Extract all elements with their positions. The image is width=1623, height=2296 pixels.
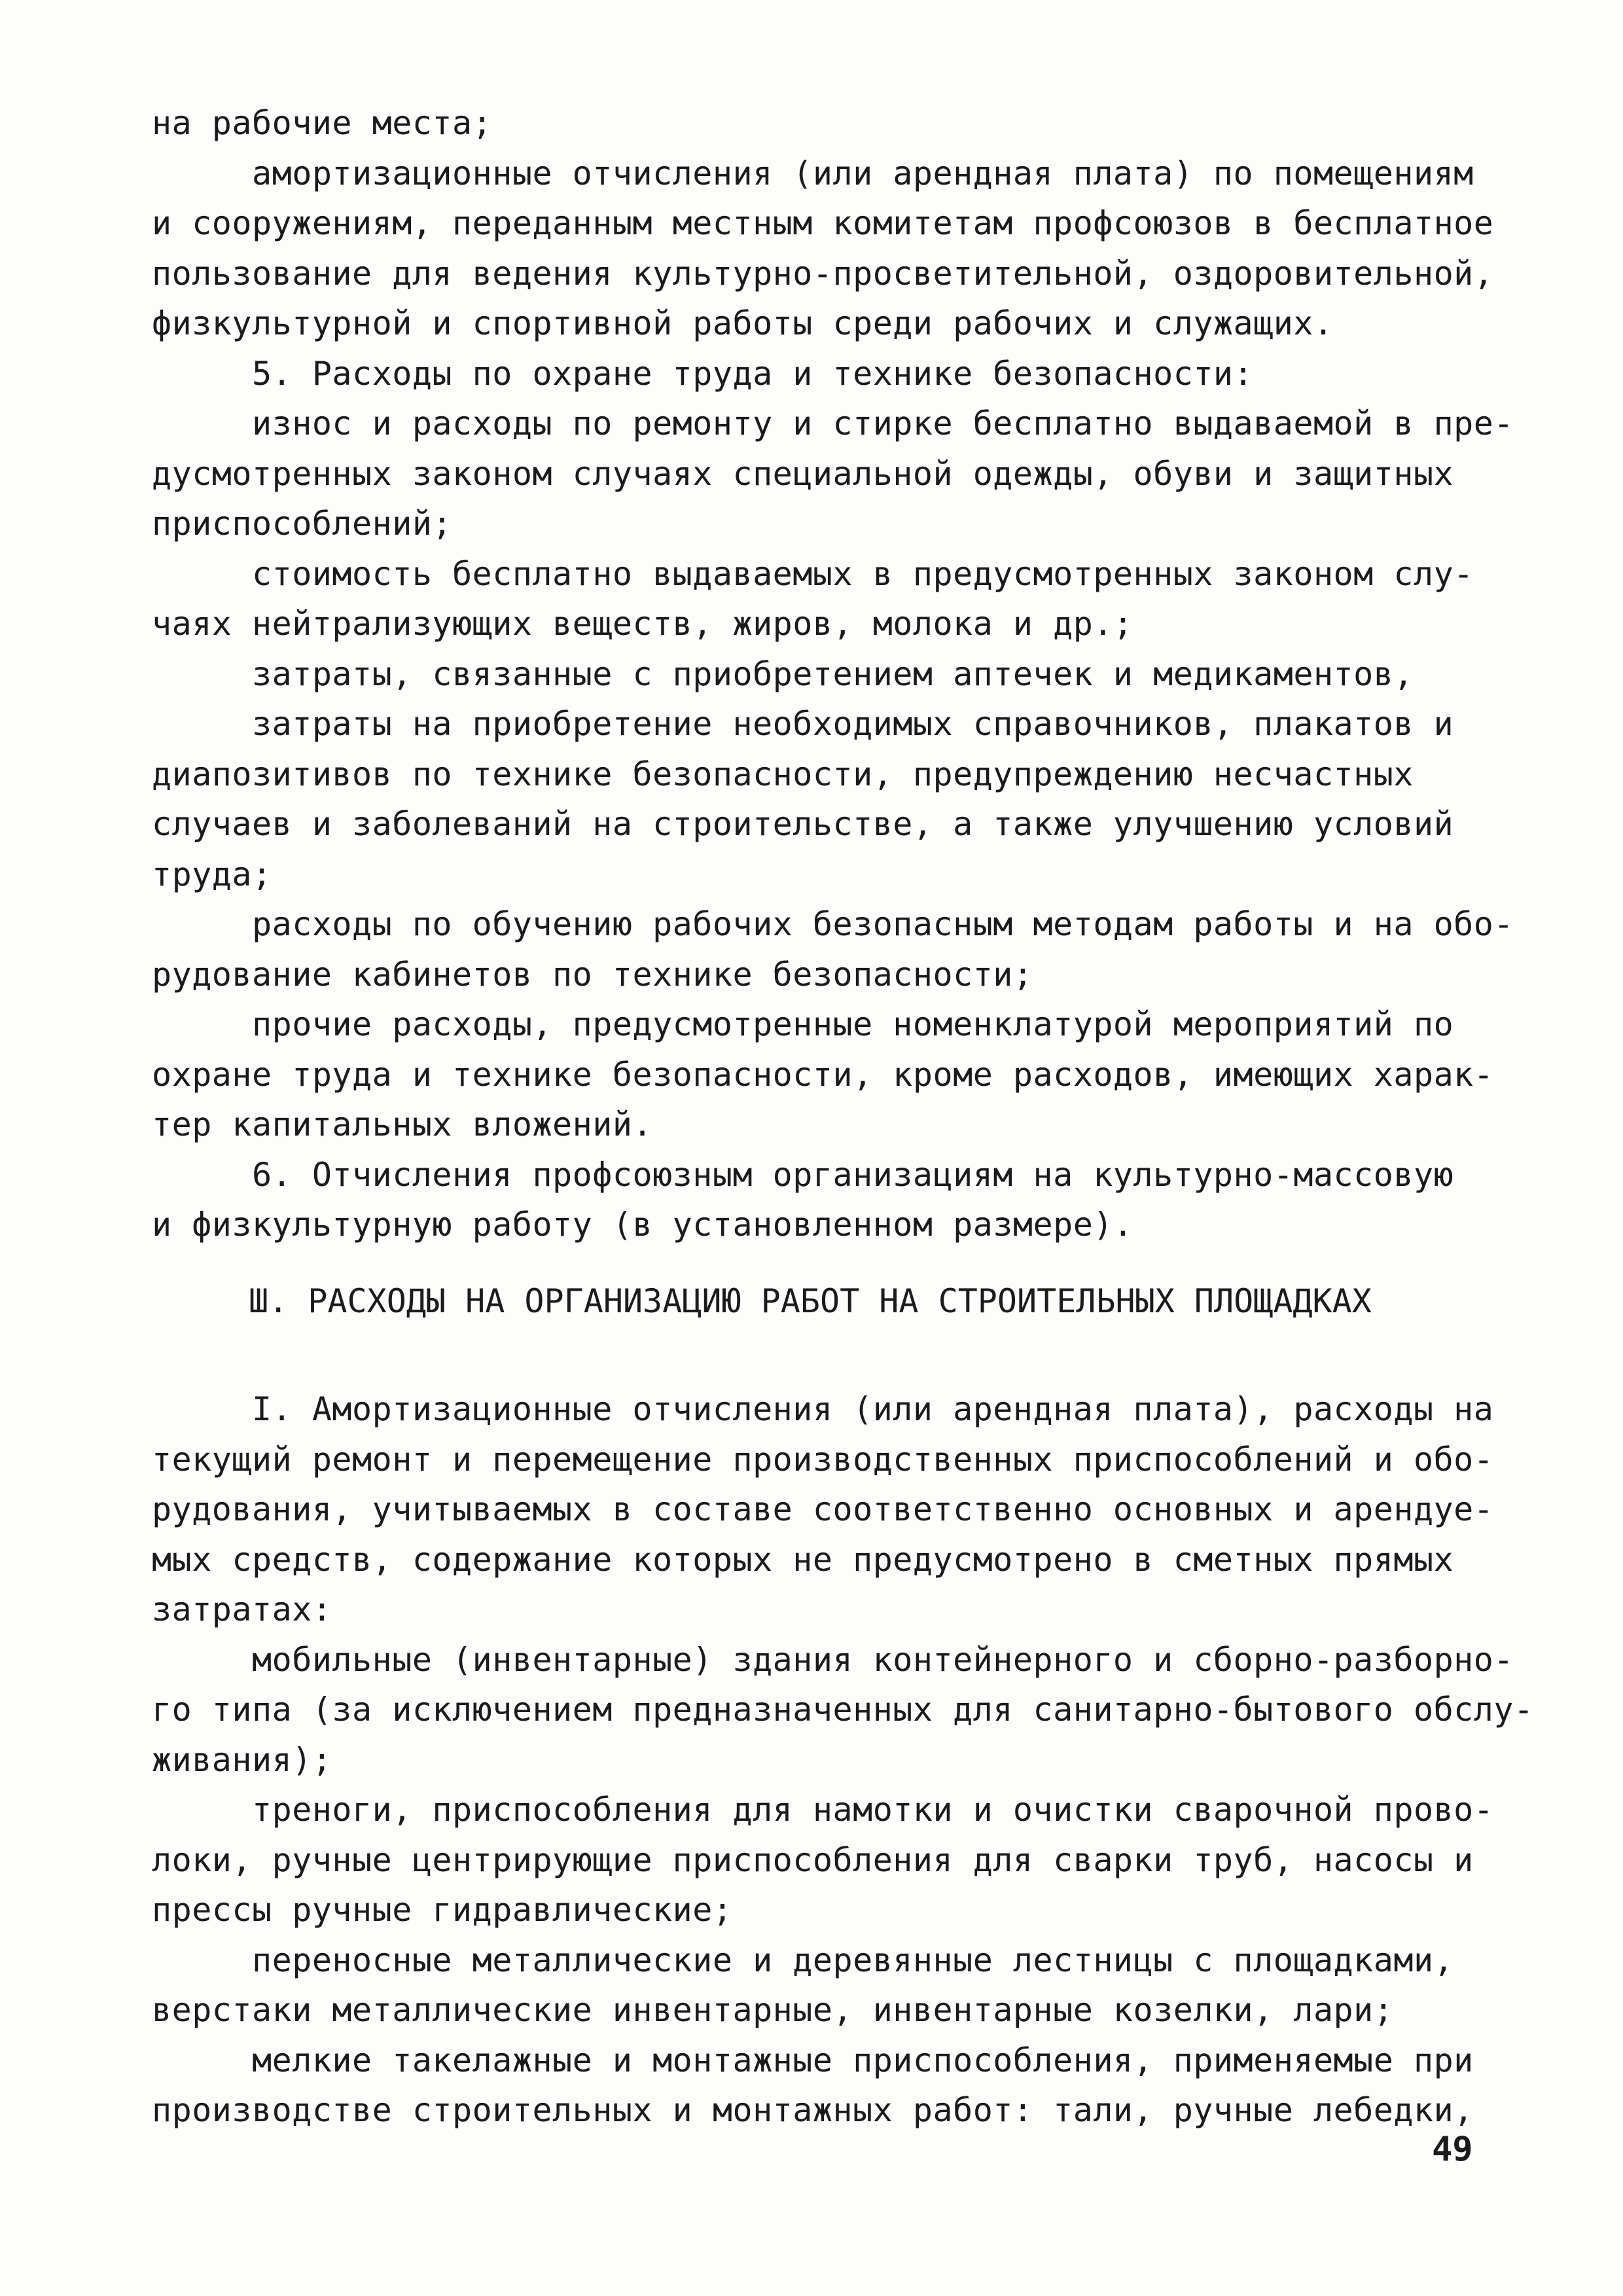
page-number: 49: [1432, 2130, 1473, 2169]
text-line: случаев и заболеваний на строительстве, а также улучшению условий: [152, 805, 1454, 843]
text-line: расходы по обучению рабочих безопасным методам работы и на обо-: [152, 905, 1514, 943]
text-line: локи, ручные центрирующие приспособления для сварки труб, насосы и: [152, 1840, 1474, 1879]
text-line: треноги, приспособления для намотки и очистки сварочной прово-: [152, 1791, 1494, 1829]
text-line: мобильные (инвентарные) здания контейнерного и сборно-разборно-: [152, 1640, 1514, 1679]
text-line: и сооружениям, переданным местным комитетам профсоюзов в бесплатное: [152, 204, 1494, 242]
text-line: текущий ремонт и перемещение производственных приспособлений и обо-: [152, 1440, 1494, 1479]
text-line: прочие расходы, предусмотренные номенклатурой мероприятий по: [152, 1005, 1454, 1043]
text-line: 6. Отчисления профсоюзным организациям на культурно-массовую: [152, 1155, 1454, 1194]
text-line: тер капитальных вложений.: [152, 1105, 653, 1143]
text-line: чаях нейтрализующих веществ, жиров, молока и др.;: [152, 605, 1133, 643]
text-line: труда;: [152, 855, 272, 893]
text-line: охране труда и технике безопасности, кроме расходов, имеющих харак-: [152, 1055, 1494, 1094]
text-line: I. Амортизационные отчисления (или арендная плата), расходы на: [152, 1390, 1494, 1428]
text-line: затратах:: [152, 1590, 332, 1628]
text-line: пользование для ведения культурно-просветительной, оздоровительной,: [152, 254, 1494, 293]
text-line: дусмотренных законом случаях специальной одежды, обуви и защитных: [152, 454, 1454, 493]
text-line: верстаки металлические инвентарные, инвентарные козелки, лари;: [152, 1991, 1394, 2029]
text-line: го типа (за исключением предназначенных для санитарно-бытового обслу-: [152, 1691, 1534, 1729]
text-line: износ и расходы по ремонту и стирке бесплатно выдаваемой в пре-: [152, 404, 1514, 442]
text-line: рудование кабинетов по технике безопасности;: [152, 955, 1033, 994]
body-text-top: [152, 98, 1513, 1250]
text-line: производстве строительных и монтажных работ: тали, ручные лебедки,: [152, 2091, 1474, 2129]
section-heading: Ш. РАСХОДЫ НА ОРГАНИЗАЦИЮ РАБОТ НА СТРОИТЕЛЬНЫХ ПЛОЩАДКАХ: [249, 1282, 1372, 1320]
text-line: живания);: [152, 1740, 332, 1779]
text-line: затраты, связанные с приобретением аптечек и медикаментов,: [152, 655, 1414, 693]
text-line: амортизационные отчисления (или арендная плата) по помещениям: [152, 154, 1474, 192]
text-line: рудования, учитываемых в составе соответственно основных и арендуе-: [152, 1490, 1494, 1528]
text-line: переносные металлические и деревянные лестницы с площадками,: [152, 1941, 1454, 1979]
text-line: физкультурной и спортивной работы среди рабочих и служащих.: [152, 304, 1334, 342]
text-line: и физкультурную работу (в установленном размере).: [152, 1206, 1133, 1244]
text-line: мелкие такелажные и монтажные приспособления, применяемые при: [152, 2041, 1474, 2079]
text-line: мых средств, содержание которых не предусмотрено в сметных прямых: [152, 1540, 1454, 1579]
text-line: 5. Расходы по охране труда и технике безопасности:: [152, 354, 1254, 393]
text-line: диапозитивов по технике безопасности, предупреждению несчастных: [152, 755, 1414, 793]
body-text-bottom: [152, 1384, 1534, 2136]
text-line: прессы ручные гидравлические;: [152, 1891, 733, 1929]
text-line: стоимость бесплатно выдаваемых в предусмотренных законом слу-: [152, 554, 1474, 593]
text-line: на рабочие места;: [152, 104, 493, 142]
text-line: приспособлений;: [152, 505, 453, 543]
text-line: затраты на приобретение необходимых справочников, плакатов и: [152, 705, 1454, 743]
